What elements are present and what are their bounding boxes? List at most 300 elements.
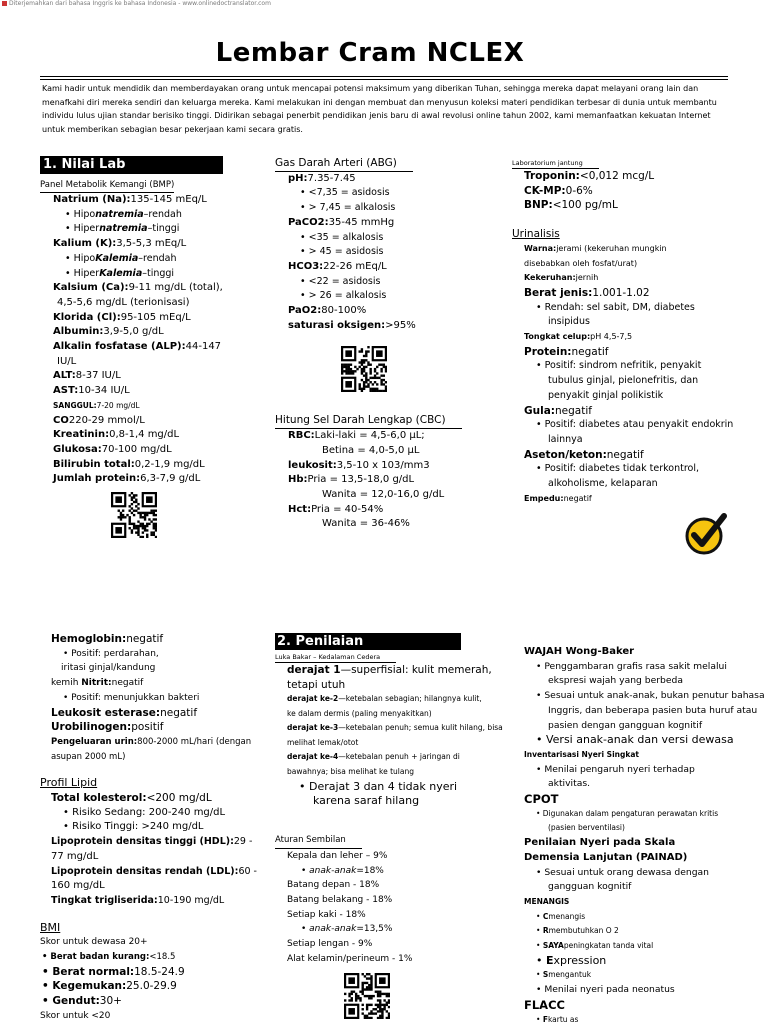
line-part: natremia bbox=[99, 223, 148, 235]
list-item bbox=[53, 458, 223, 473]
list-item bbox=[524, 433, 733, 448]
line-part: • Positif: sindrom nefritik, penyakit bbox=[536, 360, 702, 372]
list-item bbox=[287, 692, 503, 707]
translator-icon bbox=[2, 1, 7, 6]
list-item bbox=[53, 222, 223, 237]
line-part: kemih bbox=[51, 678, 82, 689]
line-part: –tinggi bbox=[147, 223, 180, 235]
line-part: • anak-anak bbox=[301, 865, 357, 876]
list-item bbox=[53, 340, 223, 355]
line-part: (pasien berventilasi) bbox=[548, 823, 625, 833]
line-part: • Risiko Tinggi: >240 mg/dL bbox=[63, 821, 204, 833]
line-part: bawahnya; bisa melihat ke tulang bbox=[287, 766, 414, 776]
line-part: =18% bbox=[356, 865, 384, 876]
line-part: positif bbox=[131, 721, 164, 734]
line-part: 0,8-1,4 mg/dL bbox=[109, 429, 180, 441]
line-part: R bbox=[542, 926, 549, 936]
line-part: –rendah bbox=[143, 208, 182, 220]
col3 bbox=[512, 158, 733, 506]
line-part: xpression bbox=[553, 953, 607, 967]
line-part: C bbox=[542, 911, 549, 921]
line-part: menangis bbox=[548, 911, 586, 921]
line-part: saturasi oksigen: bbox=[288, 319, 386, 331]
line-part: tubulus ginjal, pielonefritis, dan bbox=[548, 375, 699, 387]
line-part: • Digunakan dalam pengaturan perawatan kritis bbox=[536, 808, 719, 818]
line-part: • Risiko Sedang: 200-240 mg/dL bbox=[63, 806, 226, 818]
line-part: • Berat badan kurang: bbox=[42, 952, 150, 963]
line-part: • Berat normal: bbox=[42, 965, 135, 978]
list-item bbox=[524, 418, 733, 433]
lipid-list bbox=[40, 791, 257, 909]
line-part: Hct: bbox=[288, 503, 312, 515]
list-item bbox=[287, 707, 503, 722]
list-item bbox=[524, 389, 733, 404]
list-item bbox=[288, 429, 462, 444]
line-part: 77 mg/dL bbox=[51, 850, 99, 862]
list-item bbox=[51, 706, 257, 721]
line-part: Pengeluaran urin: bbox=[51, 736, 138, 747]
line-part: 29 - bbox=[233, 836, 253, 848]
line-part: <100 pg/mL bbox=[552, 199, 618, 212]
line-part: CPOT bbox=[524, 792, 559, 807]
list-item bbox=[288, 473, 462, 488]
line-part: –tinggi bbox=[142, 267, 175, 279]
line-part: derajat ke-4 bbox=[287, 752, 339, 762]
line-part: Laki-laki = 4,5-6,0 µL; bbox=[314, 430, 425, 442]
line-part: derajat ke-3 bbox=[287, 723, 339, 733]
list-item bbox=[51, 835, 257, 850]
col2 bbox=[275, 156, 462, 532]
checkmark-logo-icon bbox=[684, 512, 728, 560]
line-part: Wanita = 36-46% bbox=[322, 518, 410, 530]
line-part: gangguan kognitif bbox=[548, 881, 632, 893]
line-part: Jumlah protein: bbox=[53, 473, 141, 485]
pain-scales-list bbox=[524, 645, 765, 1027]
list-item bbox=[287, 736, 503, 751]
list-item bbox=[51, 820, 257, 835]
line-part: • Menilai pengaruh nyeri terhadap bbox=[536, 763, 695, 775]
list-item bbox=[524, 924, 765, 939]
line-part: 60 - bbox=[238, 865, 257, 877]
list-item bbox=[51, 879, 257, 894]
list-item bbox=[524, 983, 765, 998]
list-item bbox=[53, 252, 223, 267]
rule-of-nines-title: Aturan Sembilan bbox=[275, 833, 362, 849]
burn-title: Luka Bakar – Kedalaman Cedera bbox=[275, 653, 396, 663]
line-part: • <35 = alkalosis bbox=[300, 231, 384, 243]
list-item bbox=[524, 448, 733, 463]
line-part: BNP: bbox=[524, 199, 553, 212]
line-part: Pria = 13,5-18,0 g/dL bbox=[307, 474, 415, 486]
list-item bbox=[524, 821, 765, 836]
line-part: CK-MP: bbox=[524, 184, 566, 197]
list-item bbox=[53, 296, 223, 311]
list-item bbox=[51, 720, 257, 735]
col1-bottom bbox=[40, 632, 257, 1024]
line-part: negatif bbox=[606, 448, 644, 461]
line-part: 30+ bbox=[99, 995, 122, 1008]
urinalysis-list bbox=[512, 242, 733, 507]
line-part: negatif bbox=[160, 706, 198, 719]
qr-code-icon[interactable] bbox=[344, 973, 390, 1019]
line-part: 95-105 mEq/L bbox=[120, 311, 191, 323]
line-part: 22-26 mEq/L bbox=[323, 260, 387, 272]
line-part: Kekeruhan: bbox=[524, 273, 576, 283]
list-item bbox=[524, 301, 733, 316]
line-part: membutuhkan O 2 bbox=[548, 926, 619, 936]
list-item bbox=[524, 748, 765, 763]
line-part: • bbox=[536, 926, 543, 936]
line-part: jernih bbox=[575, 273, 599, 283]
line-part: SAYA bbox=[542, 941, 564, 951]
list-item bbox=[287, 937, 503, 952]
col1 bbox=[40, 156, 223, 487]
list-item bbox=[288, 444, 462, 459]
list-item bbox=[524, 910, 765, 925]
cbc-list bbox=[275, 429, 462, 532]
line-part: Aseton/keton: bbox=[524, 448, 607, 461]
list-item bbox=[53, 384, 223, 399]
line-part: peningkatan tanda vital bbox=[563, 941, 654, 951]
line-part: • > 26 = alkalosis bbox=[300, 290, 387, 302]
list-item bbox=[524, 169, 733, 184]
line-part: Tingkat trigliserida: bbox=[51, 894, 158, 906]
list-item bbox=[288, 260, 462, 275]
qr-code-icon[interactable] bbox=[111, 492, 157, 538]
list-item bbox=[40, 935, 257, 950]
line-part: • Positif: menunjukkan bakteri bbox=[63, 692, 200, 703]
list-item bbox=[53, 355, 223, 370]
line-part: • Derajat 3 dan 4 tidak nyeri bbox=[299, 780, 458, 794]
qr-code-icon[interactable] bbox=[341, 346, 387, 392]
line-part: 1.001-1.02 bbox=[592, 286, 650, 299]
line-part: iritasi ginjal/kandung bbox=[61, 663, 156, 674]
line-part: • Menilai nyeri pada neonatus bbox=[536, 984, 675, 996]
line-part: alkoholisme, kelaparan bbox=[548, 478, 658, 490]
line-part: Batang belakang - 18% bbox=[287, 894, 393, 905]
line-part: Demensia Lanjutan (PAINAD) bbox=[524, 851, 688, 863]
line-part: • Hiper bbox=[65, 223, 100, 235]
list-item bbox=[524, 462, 733, 477]
line-part: 220-29 mmol/L bbox=[68, 414, 145, 426]
line-part: • Positif: perdarahan, bbox=[63, 648, 159, 659]
list-item bbox=[287, 779, 503, 794]
list-item bbox=[287, 864, 503, 879]
line-part: mengantuk bbox=[548, 970, 592, 980]
line-part: RBC: bbox=[288, 430, 315, 442]
list-item bbox=[287, 750, 503, 765]
list-item bbox=[287, 878, 503, 893]
list-item bbox=[524, 807, 765, 822]
list-item bbox=[51, 791, 257, 806]
list-item bbox=[40, 979, 257, 994]
line-part: —superfisial: kulit memerah, bbox=[340, 664, 492, 676]
line-part: =13,5% bbox=[356, 924, 393, 935]
list-item bbox=[53, 399, 223, 414]
line-part: F bbox=[542, 1014, 548, 1024]
list-item bbox=[524, 851, 765, 866]
list-item bbox=[524, 939, 765, 954]
list-item bbox=[524, 404, 733, 419]
list-item bbox=[288, 216, 462, 231]
list-item bbox=[53, 267, 223, 282]
line-part: 3,9-5,0 g/dL bbox=[103, 326, 164, 338]
line-part: Kalemia bbox=[95, 252, 139, 264]
list-item bbox=[51, 676, 257, 691]
list-item bbox=[524, 645, 765, 660]
line-part: MENANGIS bbox=[524, 896, 570, 906]
list-item bbox=[287, 849, 503, 864]
list-item bbox=[288, 172, 462, 187]
line-part: Batang depan - 18% bbox=[287, 880, 380, 891]
list-item bbox=[288, 245, 462, 260]
line-part: Kalsium (Ca): bbox=[53, 282, 129, 294]
line-part: IU/L bbox=[57, 355, 77, 367]
line-part: • Sesuai untuk orang dewasa dengan bbox=[536, 866, 710, 878]
intro-paragraph: Kami hadir untuk mendidik dan memberdayakan orang untuk mencapai potensi maksimum yang diberikan Tuhan, sehingga mereka dapat melayani orang lain dan menafkahi diri mereka sendiri dan keluarga mereka. Kami melakukan ini dengan membuat dan menyusun koleksi materi pendidikan terbesar di dunia untuk membantu individu lulus ujian standar berisiko tinggi. Didirikan sebagai penerbit pendidikan jenis baru di awal revolusi online tahun 2002, kami memanfaatkan kekuatan Internet untuk memberikan sebagian besar pekerjaan kami secara gratis. bbox=[42, 84, 717, 134]
list-item bbox=[524, 257, 733, 272]
list-item bbox=[524, 492, 733, 507]
line-part: Lipoprotein densitas tinggi (HDL): bbox=[51, 836, 234, 848]
line-part: 10-34 IU/L bbox=[78, 385, 130, 397]
burn-list bbox=[275, 663, 503, 809]
line-part: aktivitas. bbox=[548, 778, 591, 790]
list-item bbox=[524, 880, 765, 895]
line-part: jerami (kekeruhan mungkin bbox=[556, 243, 667, 253]
list-item bbox=[53, 369, 223, 384]
line-part: 6,3-7,9 g/dL bbox=[140, 473, 201, 485]
line-part: asupan 2000 mL) bbox=[51, 751, 126, 762]
list-item bbox=[51, 647, 257, 662]
line-part: karena saraf hilang bbox=[313, 794, 420, 808]
list-item bbox=[51, 865, 257, 880]
line-part: Kalium (K): bbox=[53, 238, 117, 250]
bmi-list bbox=[40, 935, 257, 1023]
list-item bbox=[524, 359, 733, 374]
list-item bbox=[524, 271, 733, 286]
line-part: Empedu: bbox=[524, 493, 564, 503]
line-part: Nitrit: bbox=[81, 678, 112, 689]
list-item bbox=[40, 1009, 257, 1024]
list-item bbox=[524, 674, 765, 689]
line-part: pH: bbox=[288, 172, 308, 184]
line-part: Kalemia bbox=[99, 267, 143, 279]
section-header-lab: 1. Nilai Lab bbox=[40, 156, 223, 174]
line-part: Betina = 4,0-5,0 µL bbox=[322, 444, 420, 456]
line-part: ekspresi wajah yang berbeda bbox=[548, 675, 683, 687]
list-item bbox=[51, 750, 257, 765]
cbc-title: Hitung Sel Darah Lengkap (CBC) bbox=[275, 413, 462, 429]
list-item bbox=[524, 998, 765, 1013]
list-item bbox=[53, 414, 223, 429]
list-item bbox=[51, 850, 257, 865]
list-item bbox=[524, 242, 733, 257]
line-part: Wanita = 12,0-16,0 g/dL bbox=[322, 488, 445, 500]
list-item bbox=[51, 894, 257, 909]
list-item bbox=[53, 193, 223, 208]
list-item bbox=[287, 908, 503, 923]
line-part: • anak-anak bbox=[301, 924, 357, 935]
list-item bbox=[524, 689, 765, 704]
line-part: Troponin: bbox=[524, 170, 580, 182]
bmi-title: BMI bbox=[40, 920, 61, 934]
line-part: 4,5-5,6 mg/dL (terionisasi) bbox=[57, 296, 190, 308]
line-part: • > 45 = asidosis bbox=[300, 246, 384, 258]
line-part: 80-100% bbox=[321, 305, 367, 317]
cardiac-list bbox=[512, 169, 733, 213]
list-item bbox=[51, 735, 257, 750]
list-item bbox=[53, 325, 223, 340]
list-item bbox=[288, 186, 462, 201]
line-part: • Hiper bbox=[65, 267, 100, 279]
page-title: Lembar Cram NCLEX bbox=[215, 38, 525, 68]
line-part: derajat 1 bbox=[287, 664, 341, 676]
line-part: PaO2: bbox=[288, 305, 322, 317]
line-part: Glukosa: bbox=[53, 443, 102, 455]
list-item bbox=[288, 304, 462, 319]
line-part: Gula: bbox=[524, 404, 555, 417]
line-part: • Positif: diabetes tidak terkontrol, bbox=[536, 463, 700, 475]
line-part: <0,012 mcg/L bbox=[579, 170, 655, 182]
list-item bbox=[287, 721, 503, 736]
line-part: ke dalam dermis (paling menyakitkan) bbox=[287, 708, 432, 718]
line-part: Leukosit esterase: bbox=[51, 706, 161, 719]
urinalysis-title: Urinalisis bbox=[512, 228, 560, 241]
line-part: Hb: bbox=[288, 474, 308, 486]
list-item bbox=[288, 319, 462, 334]
list-item bbox=[40, 994, 257, 1009]
line-part: 18.5-24.9 bbox=[134, 965, 185, 978]
line-part: • Versi anak-anak dan versi dewasa bbox=[536, 733, 734, 747]
line-part: • Sesuai untuk anak-anak, bukan penutur bahasa bbox=[536, 690, 765, 702]
line-part: ALT: bbox=[53, 370, 76, 382]
rule-of-nines-list bbox=[275, 849, 503, 967]
line-part: —ketebalan penuh + jaringan di bbox=[338, 752, 460, 762]
line-part: • <22 = asidosis bbox=[300, 275, 381, 287]
line-part: • Penggambaran grafis rasa sakit melalui bbox=[536, 660, 727, 672]
line-part: Urobilinogen: bbox=[51, 721, 132, 734]
list-item bbox=[288, 503, 462, 518]
list-item bbox=[288, 231, 462, 246]
line-part: lainnya bbox=[548, 433, 583, 445]
line-part: SANGGUL: bbox=[53, 400, 97, 410]
urinalysis-continued bbox=[40, 632, 257, 764]
line-part: • bbox=[536, 953, 546, 967]
list-item bbox=[51, 806, 257, 821]
title-divider bbox=[40, 76, 728, 77]
line-part: <18.5 bbox=[149, 952, 176, 963]
line-part: • bbox=[536, 911, 543, 921]
line-part: disebabkan oleh fosfat/urat) bbox=[524, 258, 638, 268]
list-item bbox=[288, 289, 462, 304]
col3-bottom bbox=[524, 645, 765, 1027]
line-part: Skor untuk <20 bbox=[40, 1010, 111, 1021]
col2-bottom bbox=[275, 633, 503, 966]
line-part: 135-145 mEq/L bbox=[130, 194, 207, 205]
line-part: 70-100 mg/dL bbox=[101, 443, 172, 455]
title-divider-2 bbox=[40, 79, 728, 80]
list-item bbox=[288, 459, 462, 474]
line-part: • bbox=[536, 941, 543, 951]
line-part: Total kolesterol: bbox=[51, 792, 147, 805]
list-item bbox=[524, 866, 765, 881]
line-part: melihat lemak/otot bbox=[287, 737, 359, 747]
line-part: >95% bbox=[385, 319, 416, 331]
list-item bbox=[287, 922, 503, 937]
list-item bbox=[288, 275, 462, 290]
list-item bbox=[524, 330, 733, 345]
line-part: CO bbox=[53, 414, 69, 426]
line-part: Kepala dan leher – 9% bbox=[287, 850, 388, 861]
list-item bbox=[288, 201, 462, 216]
list-item bbox=[53, 237, 223, 252]
list-item bbox=[287, 952, 503, 967]
list-item bbox=[51, 632, 257, 647]
line-part: • Positif: diabetes atau penyakit endokrin bbox=[536, 419, 734, 431]
line-part: 10-190 mg/dL bbox=[157, 894, 225, 906]
line-part: 3,5-5,3 mEq/L bbox=[116, 238, 187, 250]
list-item bbox=[287, 765, 503, 780]
line-part: Setiap kaki - 18% bbox=[287, 909, 366, 920]
lipid-title: Profil Lipid bbox=[40, 776, 98, 790]
line-part: • bbox=[536, 970, 543, 980]
line-part: • bbox=[536, 1014, 543, 1024]
line-part: Setiap lengan - 9% bbox=[287, 939, 373, 950]
line-part: negatif bbox=[571, 345, 609, 358]
list-item bbox=[524, 345, 733, 360]
line-part: Inventarisasi Nyeri Singkat bbox=[524, 749, 639, 759]
line-part: tetapi utuh bbox=[287, 678, 346, 691]
list-item bbox=[53, 472, 223, 487]
list-item bbox=[287, 893, 503, 908]
list-item bbox=[524, 763, 765, 778]
list-item bbox=[524, 954, 765, 969]
list-item bbox=[524, 315, 733, 330]
line-part: –rendah bbox=[138, 252, 177, 264]
line-part: Natrium (Na): bbox=[53, 194, 131, 205]
translation-notice[interactable]: Diterjemahkan dari bahasa Inggris ke bahasa Indonesia - www.onlinedoctranslator.com bbox=[2, 0, 271, 7]
line-part: derajat ke-2 bbox=[287, 694, 339, 704]
list-item bbox=[524, 660, 765, 675]
list-item bbox=[288, 517, 462, 532]
line-part: natremia bbox=[95, 208, 144, 220]
list-item bbox=[40, 965, 257, 980]
line-part: • > 7,45 = alkalosis bbox=[300, 202, 396, 214]
bmp-title: Panel Metabolik Kemangi (BMP) bbox=[40, 179, 174, 193]
bmp-list bbox=[40, 193, 223, 487]
line-part: Hemoglobin: bbox=[51, 633, 127, 645]
line-part: HCO3: bbox=[288, 260, 324, 272]
list-item bbox=[53, 443, 223, 458]
line-part: insipidus bbox=[548, 316, 590, 328]
line-part: penyakit ginjal polikistik bbox=[548, 389, 664, 401]
line-part: • Rendah: sel sabit, DM, diabetes bbox=[536, 301, 695, 313]
line-part: FLACC bbox=[524, 997, 565, 1012]
line-part: Pria = 40-54% bbox=[311, 503, 384, 515]
abg-title: Gas Darah Arteri (ABG) bbox=[275, 156, 413, 172]
list-item bbox=[287, 678, 503, 693]
line-part: Alkalin fosfatase (ALP): bbox=[53, 341, 186, 353]
list-item bbox=[287, 663, 503, 678]
line-part: kartu as bbox=[547, 1014, 579, 1024]
list-item bbox=[524, 777, 765, 792]
line-part: Protein: bbox=[524, 345, 572, 358]
line-part: AST: bbox=[53, 385, 79, 397]
line-part: <200 mg/dL bbox=[146, 792, 212, 805]
line-part: pasien dengan gangguan kognitif bbox=[548, 719, 703, 731]
list-item bbox=[53, 428, 223, 443]
line-part: negatif bbox=[126, 633, 164, 645]
